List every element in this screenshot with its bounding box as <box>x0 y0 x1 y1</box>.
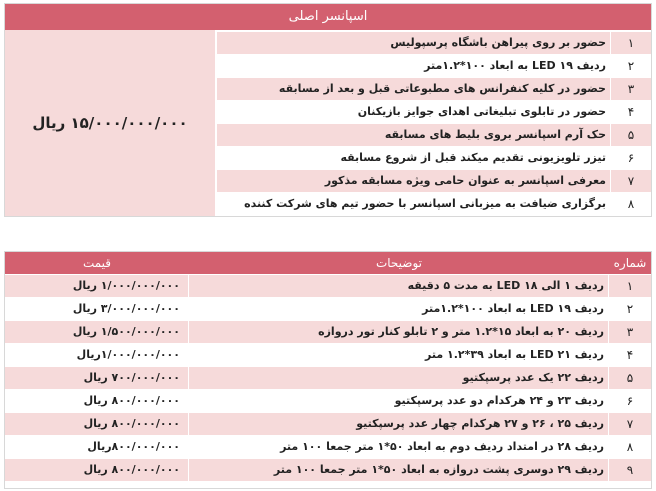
sponsor-item-text: حک آرم اسپانسر بروی بلیط های مسابقه <box>217 124 611 146</box>
row-number: ۴ <box>626 348 634 362</box>
row-number: ۱ <box>626 279 634 293</box>
sponsor-item <box>217 170 651 192</box>
row-description: ردیف ۲۲ یک عدد پرسپکتیو <box>189 367 609 389</box>
row-number: ۳ <box>626 325 634 339</box>
row-description: ردیف ۱ الی ۱۸ LED به مدت ۵ دقیقه <box>189 275 609 297</box>
row-description: ردیف ۲۹ دوسری پشت دروازه به ابعاد ۵۰*۱ متر جمعا ۱۰۰ متر <box>189 459 609 481</box>
table-row <box>5 298 651 320</box>
row-description: ردیف ۲۸ در امتداد ردیف دوم به ابعاد ۵۰*۱ متر جمعا ۱۰۰ متر <box>189 436 609 458</box>
row-price: ۸۰۰/۰۰۰/۰۰۰ ریال <box>5 459 189 481</box>
row-description: ردیف ۲۵ ، ۲۶ و ۲۷ هرکدام چهار عدد پرسپکتیو <box>189 413 609 435</box>
sponsor-item-text: معرفی اسپانسر به عنوان حامی ویژه مسابقه مذکور <box>217 170 611 192</box>
table-row <box>5 344 651 366</box>
row-price: ۱/۰۰۰/۰۰۰/۰۰۰ریال <box>5 344 189 366</box>
row-description: ردیف ۲۰ به ابعاد ۱۵*۱.۲ متر و ۲ تابلو کنار تور دروازه <box>189 321 609 343</box>
sponsor-item-text: حضور در تابلوی تبلیغاتی اهدای جوایز بازیکنان <box>217 101 611 123</box>
table-row <box>5 390 651 412</box>
sponsor-item-number: ۱ <box>627 36 635 50</box>
row-price: ۸۰۰/۰۰۰/۰۰۰ ریال <box>5 413 189 435</box>
row-number: ۲ <box>626 302 634 316</box>
row-number: ۸ <box>626 440 634 454</box>
sponsor-item-text: حضور بر روی پیراهن باشگاه پرسپولیس <box>217 32 611 54</box>
sponsor-item <box>217 193 651 215</box>
sponsor-item <box>217 32 651 54</box>
row-description: ردیف ۲۱ LED به ابعاد ۳۹*۱.۲ متر <box>189 344 609 366</box>
sponsor-item-text: برگزاری ضیافت به میزبانی اسپانسر با حضور تیم های شرکت کننده <box>217 193 611 215</box>
row-number: ۵ <box>626 371 634 385</box>
price-table-header <box>5 252 651 274</box>
sponsor-item-text: تیزر تلویزیونی تقدیم میکند قبل از شروع مسابقه <box>217 147 611 169</box>
sponsor-item-number: ۴ <box>627 105 635 119</box>
row-description: ردیف ۲۳ و ۲۴ هرکدام دو عدد پرسپکتیو <box>189 390 609 412</box>
sponsor-item-text: ردیف ۱۹ LED به ابعاد ۱۰۰*۱.۲متر <box>217 55 611 77</box>
table-row <box>5 436 651 458</box>
row-number: ۷ <box>626 417 634 431</box>
sponsor-item <box>217 78 651 100</box>
sponsor-item <box>217 124 651 146</box>
row-description: ردیف ۱۹ LED به ابعاد ۱۰۰*۱.۲متر <box>189 298 609 320</box>
header-description: توضیحات <box>375 256 423 270</box>
row-number: ۶ <box>626 394 634 408</box>
main-sponsor-table <box>4 3 652 217</box>
row-price: ۱/۰۰۰/۰۰۰/۰۰۰ ریال <box>5 275 189 297</box>
main-sponsor-price: ۱۵/۰۰۰/۰۰۰/۰۰۰ ریال <box>5 30 215 216</box>
row-price: ۷۰۰/۰۰۰/۰۰۰ ریال <box>5 367 189 389</box>
sponsor-item <box>217 147 651 169</box>
sponsor-item-number: ۳ <box>627 82 635 96</box>
sponsor-item-number: ۸ <box>627 197 635 211</box>
sponsor-item-text: حضور در کلیه کنفرانس های مطبوعاتی قبل و بعد از مسابقه <box>217 78 611 100</box>
sponsor-item-number: ۵ <box>627 128 635 142</box>
sponsor-item-number: ۲ <box>627 59 635 73</box>
table-row <box>5 321 651 343</box>
main-sponsor-title: اسپانسر اصلی <box>5 4 651 30</box>
row-price: ۱/۵۰۰/۰۰۰/۰۰۰ ریال <box>5 321 189 343</box>
header-price: قیمت <box>82 256 112 270</box>
row-number: ۹ <box>626 463 634 477</box>
sponsor-item-number: ۷ <box>627 174 635 188</box>
table-row <box>5 413 651 435</box>
sponsor-item <box>217 55 651 77</box>
row-price: ۸۰۰/۰۰۰/۰۰۰ ریال <box>5 390 189 412</box>
table-row <box>5 459 651 481</box>
table-row <box>5 367 651 389</box>
table-row <box>5 275 651 297</box>
sponsor-item <box>217 101 651 123</box>
sponsor-item-number: ۶ <box>627 151 635 165</box>
price-table <box>4 251 652 489</box>
row-price: ۸۰۰/۰۰۰/۰۰۰ریال <box>5 436 189 458</box>
header-number: شماره <box>613 256 647 270</box>
row-price: ۳/۰۰۰/۰۰۰/۰۰۰ ریال <box>5 298 189 320</box>
